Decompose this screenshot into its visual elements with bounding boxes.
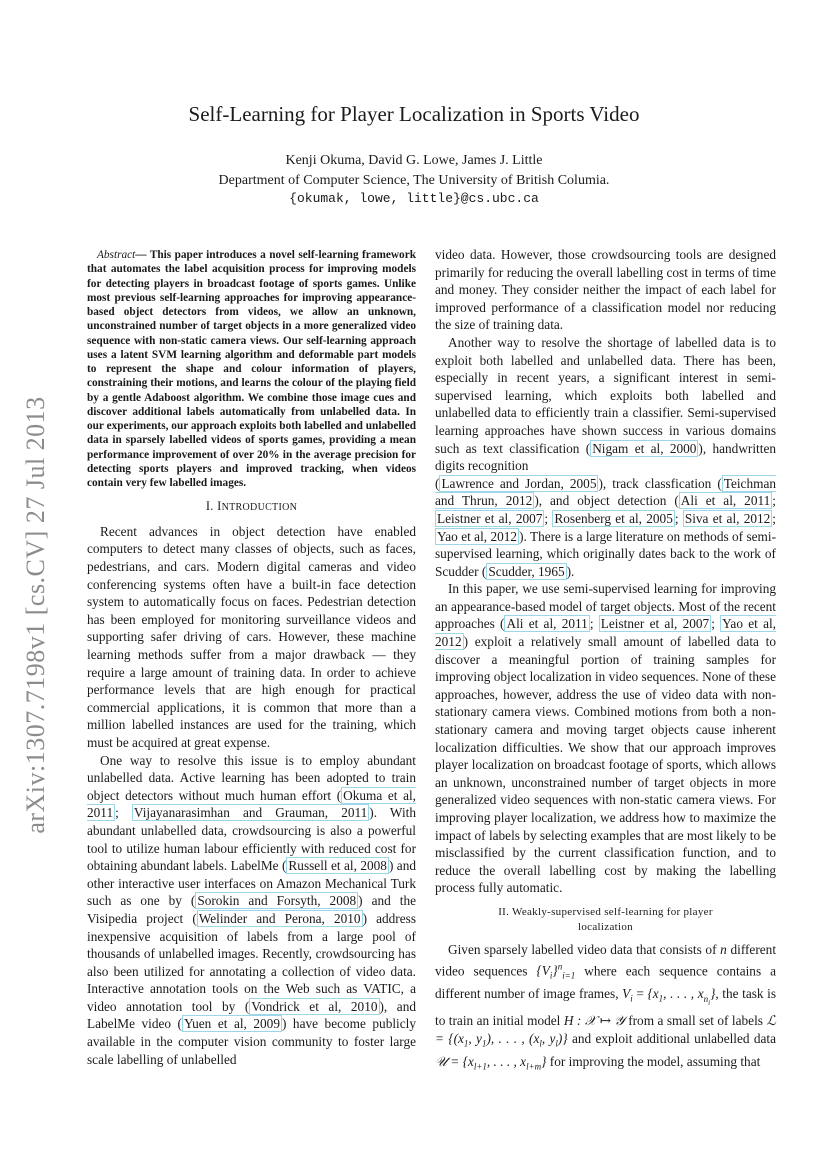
- citation-link[interactable]: Teichman and Thrun, 2012: [435, 475, 776, 509]
- citation-link[interactable]: Lawrence and Jordan, 2005: [441, 475, 597, 491]
- citation-link[interactable]: Yao et al, 2012: [435, 616, 776, 650]
- abstract-label: Abstract: [97, 249, 136, 261]
- arxiv-identifier: arXiv:1307.7198v1 [cs.CV] 27 Jul 2013: [21, 396, 50, 834]
- section-heading-introduction: I. INTRODUCTION: [205, 499, 298, 514]
- right-column: [435, 246, 776, 1076]
- author-emails: {okumak, lowe, little}@cs.ubc.ca: [289, 191, 539, 206]
- intro-paragraph-3: Another way to resolve the shortage of labelled data is to exploit both labelled and unlabelled data. There has been, especially in recent years, a significant interest in semi-supervised learning, which exploits both labelled and unlabelled data to efficiently train a classifier. Semi-supervised learning approaches have shown success in various domains such as text classification ( Nigam et al, 2000 ), handwritten digits recognition: [435, 334, 776, 474]
- abstract-text: — This paper introduces a novel self-learning framework that automates the label acquisition process for improving models for detecting players in broadcast footage of sports games. Unlike most previous self-learning approaches for improving appearance-based object detectors from videos, we allow an unknown, unconstrained number of target objects in a more generalized video sequence with non-static camera views. Our self-learning approach uses a latent SVM learning algorithm and deformable part models to represent the shape and colour information of players, constraining their motions, and learns the colour of the playing field by a gentle Adaboost algorithm. We combine those image cues and discover additional labels automatically from unlabelled data. In our experiments, our approach exploits both labelled and unlabelled data in sparsely labelled videos of sports games, providing a mean performance improvement of over 20% in the average precision for detecting sports players and improved tracking, when videos contain very few labelled images.: [87, 249, 416, 489]
- citation-link[interactable]: Yuen et al, 2009: [184, 1016, 280, 1032]
- intro-paragraph-4: In this paper, we use semi-supervised learning for improving an appearance-based model of target objects. Most of the recent approaches ( Ali et al, 2011 ; Leistner et al, 2007 ; Yao et al, 2012 ) exploit a relatively small amount of labelled data to discover a meaningful portion of training samples for improving object localization in video sequences. None of these approaches, however, address the use of video data with non-stationary camera views. Combined motions from both a non-stationary camera and moving target objects cause inherent localization difficulties. We show that our approach improves player localization on broadcast footage of sports, which allows an unknown, unconstrained number of target objects in more generalized video sequences with non-static camera views. For improving player localization, we address how to maximize the impact of labels by selecting examples that are most likely to be misclassified by the current classification function, and to reduce the overall labelling cost by making the labelling process fully automatic.: [435, 581, 776, 896]
- paper-title: Self-Learning for Player Localization in Sports Video: [188, 102, 640, 126]
- citation-link[interactable]: Welinder and Perona, 2010: [198, 910, 361, 926]
- left-column: [87, 248, 416, 1068]
- intro-paragraph-2: One way to resolve this issue is to employ abundant unlabelled data. Active learning has been adopted to train object detectors without much human effort ( Okuma et al, 2011 ; Vijayanarasimhan and Grauman, 2011 ). With abundant unlabelled data, crowdsourcing is also a powerful tool to utilize human labour efficiently with reduced cost for obtaining abundant labels. LabelMe ( Russell et al, 2008 ) and other interactive user interfaces on Amazon Mechanical Turk such as one by ( Sorokin and Forsyth, 2008 ) and the Visipedia project ( Welinder and Perona, 2010 ) address inexpensive acquisition of labels from a large pool of thousands of unlabelled images. Recently, crowdsourcing has also been utilized for annotating a collection of video data. Interactive annotation tools on the Web such as VATIC, a video annotation tool by ( Vondrick et al, 2010 ), and LabelMe video ( Yuen et al, 2009 ) have become publicly available in the computer vision community to foster large scale labelling of unlabelled: [87, 752, 416, 1067]
- citation-link[interactable]: Siva et al, 2012: [684, 510, 771, 526]
- citation-link[interactable]: Sorokin and Forsyth, 2008: [197, 893, 357, 909]
- citation-link[interactable]: Vijayanarasimhan and Grauman, 2011: [133, 805, 368, 821]
- citation-link[interactable]: Ali et al, 2011: [506, 616, 588, 632]
- citation-link[interactable]: Yao et al, 2012: [437, 528, 518, 544]
- author-list: Kenji Okuma, David G. Lowe, James J. Little: [285, 153, 543, 168]
- intro-continued-paragraph: video data. However, those crowdsourcing tools are designed primarily for reducing the overall labelling cost in terms of time and money. They consider neither the impact of each label for improved performance of a classification model nor reducing the size of training data.: [435, 247, 776, 333]
- citation-link[interactable]: Rosenberg et al, 2005: [554, 510, 673, 526]
- arxiv-identifier-stamp: [16, 380, 56, 850]
- affiliation: Department of Computer Science, The University of British Columia.: [218, 173, 610, 188]
- citation-link[interactable]: Okuma et al, 2011: [87, 787, 416, 821]
- citation-link[interactable]: Ali et al, 2011: [680, 493, 771, 509]
- citation-link[interactable]: Vondrick et al, 2010: [251, 998, 378, 1014]
- citation-link[interactable]: Scudder, 1965: [488, 563, 565, 579]
- intro-paragraph-3-continued: ( Lawrence and Jordan, 2005 ), track classfication ( Teichman and Thrun, 2012 ), and object detection ( Ali et al, 2011 ; Leistner et al, 2007 ; Rosenberg et al, 2005 ; Siva et al, 2012 ; Yao et al, 2012 ). There is a large literature on methods of semi-supervised learning, which originally dates back to the work of Scudder ( Scudder, 1965 ).: [435, 475, 777, 579]
- intro-paragraph-1: Recent advances in object detection have enabled computers to detect many classes of objects, such as faces, pedestrians, and cars. Modern digital cameras and video conferencing systems often have a built-in face detection system to automatically focus on faces. Pedestrian detection has been employed for monitoring surveillance videos and supporting safer driving of cars. However, these machine learning methods suffer from a major drawback — they require a large amount of training data. In order to achieve performance levels that are high enough for practical commercial applications, it is common that more than a million labelled instances are used for the training, which must be acquired at great expense.: [87, 523, 416, 750]
- citation-link[interactable]: Leistner et al, 2007: [437, 510, 543, 526]
- citation-link[interactable]: Nigam et al, 2000: [592, 440, 697, 456]
- citation-link[interactable]: Leistner et al, 2007: [600, 616, 710, 632]
- section2-paragraph-1: Given sparsely labelled video data that consists of n different video sequences $\{V_i\}^n_{i=1}$ where each sequence contains a different number of image frames, $V_i = \{x_1$, . . . , $x_{n_i}$}, the task is to train an initial model H : 𝒳 ↦ 𝒴 from a small set of labels ℒ = {($x_1$, $y_1$), . . . , ($x_l$, $y_l$)} and exploit additional unlabelled data 𝒰 = {$x_{l+1}$, . . . , $x_{l+m}$} for improving the model, assuming that: [435, 941, 777, 1072]
- abstract: [87, 248, 416, 490]
- citation-link[interactable]: Russell et al, 2008: [288, 858, 387, 874]
- section-heading-weakly-supervised: II. Weakly-supervised self-learning for player localization: [498, 905, 713, 933]
